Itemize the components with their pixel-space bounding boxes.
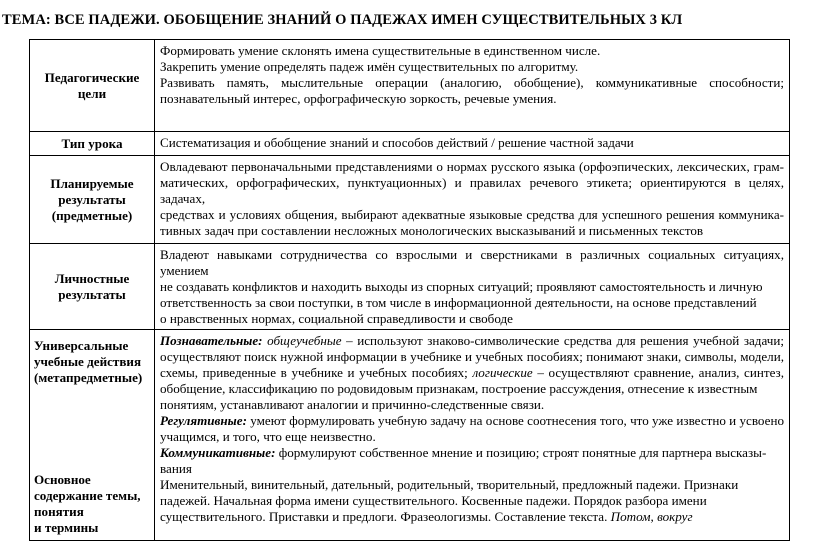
text-line: понятиям, устанавливают аналогии и причинно-следственные связи. — [160, 397, 545, 412]
label-line: Планируемые — [50, 175, 134, 191]
personal-content — [155, 244, 790, 330]
planned-content — [155, 156, 790, 244]
label-line: Педагогические — [44, 69, 140, 85]
table-row — [30, 244, 790, 330]
row-label-personal — [30, 244, 155, 330]
text-fragment: существительного. Приставки и предлоги. Фразеологизмы. Составление текста. — [160, 509, 611, 524]
label-line: результаты — [58, 286, 126, 302]
label-line: Основное — [34, 472, 91, 487]
label-line: содержание темы, — [34, 488, 141, 503]
cognitive-heading: Познавательные: — [160, 333, 263, 348]
text-fragment: – осуществляют сравнение, анализ, синтез, — [532, 365, 784, 380]
label-line: понятия — [34, 504, 84, 519]
text-line: вания — [160, 461, 192, 476]
text-line: Развивать память, мыслительные операции (аналогию, обобщение), коммуникативные способности; — [160, 75, 784, 90]
type-content: Систематизация и обобщение знаний и способов действий / решение частной задачи — [155, 132, 790, 156]
text-line: Формировать умение склонять имена существительные в единственном числе. — [160, 43, 601, 58]
regulative-heading: Регулятивные: — [160, 413, 247, 428]
text-fragment: формулируют собственное мнение и позицию; строят понятные для партнера высказы- — [275, 445, 767, 460]
row-label-goals — [30, 40, 155, 132]
communicative-heading: Коммуникативные: — [160, 445, 276, 460]
example-words: Потом, вокруг — [610, 509, 693, 524]
text-line: обобщение, классификацию по родовидовым признакам, построение рассуждения, отнесение к известным — [160, 381, 758, 396]
label-line: Универсальные — [34, 338, 129, 353]
text-fragment: – используют знаково-символические средства для решения учебной задачи; — [341, 333, 784, 348]
text-line: о нравственных нормах, социальной справедливости и свободе — [160, 311, 513, 326]
text-line: ответственность за свои поступки, в том числе в информационной деятельности, на основе представлений — [160, 295, 757, 310]
uud-content — [155, 330, 790, 541]
text-line: познавательный интерес, орфографическую зоркость, речевые умения. — [160, 91, 557, 106]
text-line — [160, 365, 784, 381]
label-line: Личностные — [54, 270, 130, 286]
text-fragment: схемы, приведенные в учебнике и учебных пособиях; — [160, 365, 473, 380]
row-label-planned — [30, 156, 155, 244]
label-line: цели — [77, 85, 107, 101]
text-line: Овладевают первоначальными представлениями о нормах русского языка (орфоэпических, лексических, грам- — [160, 159, 784, 174]
text-line — [160, 509, 784, 525]
text-line: Владеют навыками сотрудничества со взрослыми и сверстниками в различных социальных ситуациях, умением — [160, 247, 784, 278]
text-line: падежей. Начальная форма имени существительного. Косвенные падежи. Порядок разбора имени — [160, 493, 707, 508]
row-label-type: Тип урока — [30, 132, 155, 156]
text-line: тивных задач при составлении несложных монологических высказываний и письменных текстов — [160, 223, 704, 238]
text-line — [160, 413, 784, 429]
table-row — [30, 132, 790, 156]
label-line: (предметные) — [51, 207, 133, 223]
text-line: матических, орфографических, пунктуационных) и правилах речевого этикета; ориентируются в целях, задачах, — [160, 175, 784, 206]
table-row — [30, 330, 790, 541]
text-line: средствах и условиях общения, выбирают адекватные языковые средства для успешного решения коммуника- — [160, 207, 784, 222]
page-title: ТЕМА: ВСЕ ПАДЕЖИ. ОБОБЩЕНИЕ ЗНАНИЙ О ПАДЕЖАХ ИМЕН СУЩЕСТВИТЕЛЬНЫХ 3 КЛ — [2, 12, 683, 28]
text-fragment: умеют формулировать учебную задачу на основе соотнесения того, что уже известно и усвоено — [246, 413, 784, 428]
goals-content — [155, 40, 790, 132]
text-line — [160, 445, 784, 461]
label-line: и термины — [34, 520, 99, 535]
logical-subheading: логические — [472, 365, 533, 380]
label-line: учебные действия — [34, 354, 142, 369]
text-line: осуществляют поиск нужной информации в учебнике и учебных пособиях; понимают знаки, символы, модели, — [160, 349, 784, 364]
table-row — [30, 156, 790, 244]
label-line: результаты — [58, 191, 126, 207]
row-label-uud — [30, 330, 155, 541]
text-line: учащимся, и того, что еще неизвестно. — [160, 429, 376, 444]
text-line: Именительный, винительный, дательный, родительный, творительный, предложный падежи. Признаки — [160, 477, 739, 492]
table-row — [30, 40, 790, 132]
lesson-plan-table — [29, 39, 790, 541]
text-line: не создавать конфликтов и находить выходы из спорных ситуаций; проявляют самостоятельность и личную — [160, 279, 763, 294]
text-line: Закрепить умение определять падеж имён существительных по алгоритму. — [160, 59, 579, 74]
general-skills-subheading: общеучебные — [267, 333, 342, 348]
text-line — [160, 333, 784, 349]
row-label-content — [34, 472, 141, 536]
label-line: (метапредметные) — [34, 370, 143, 385]
